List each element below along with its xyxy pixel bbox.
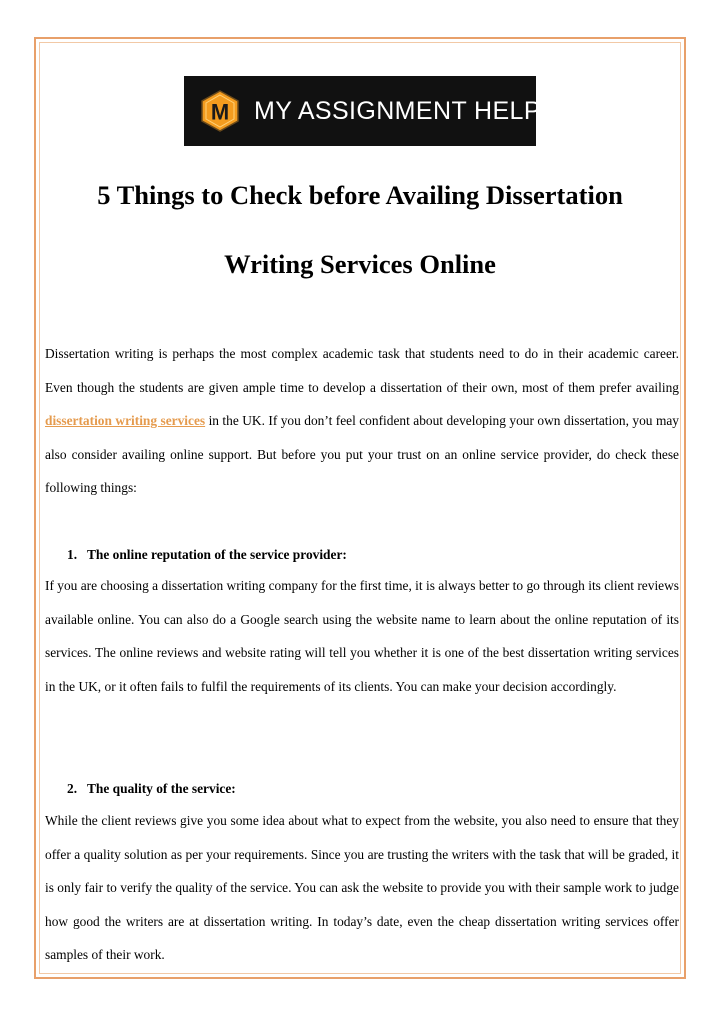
- logo-text: MY ASSIGNMENT HELP: [254, 96, 541, 125]
- intro-text-start: Dissertation writing is perhaps the most complex academic task that students need to do in their academic career. Even though the students are given ample time to develop a dissertation of their own, most of them prefer availing: [45, 346, 679, 395]
- section-2-heading-text: The quality of the service:: [87, 781, 236, 796]
- section-2-number: 2.: [67, 781, 78, 796]
- section-1-heading-text: The online reputation of the service provider:: [87, 547, 347, 562]
- section-1-body: If you are choosing a dissertation writing company for the first time, it is always better to go through its client reviews available online. You can also do a Google search using the website name to learn about the online reputation of its services. The online reviews and website rating will tell you whether it is one of the best dissertation writing services in the UK, or it often fails to fulfil the requirements of its clients. You can make your decision accordingly.: [45, 578, 679, 694]
- section-1-number: 1.: [67, 547, 78, 562]
- section-2-heading: [67, 781, 236, 797]
- document-title-line-1: 5 Things to Check before Availing Dissertation: [97, 180, 623, 210]
- hexagon-m-icon: [198, 89, 242, 133]
- section-2-body: While the client reviews give you some idea about what to expect from the website, you also need to ensure that they offer a quality solution as per your requirements. Since you are trusting the writers with the task that will be graded, it is only fair to verify the quality of the service. You can ask the website to provide you with their sample work to judge how good the writers are at dissertation writing. In today’s date, even the cheap dissertation writing services offer samples of their work.: [45, 813, 679, 962]
- logo-letter: M: [210, 99, 230, 125]
- hexagon-m-graphic: [198, 89, 242, 133]
- document-title-line-2: Writing Services Online: [224, 249, 496, 279]
- brand-logo: [184, 76, 541, 146]
- intro-paragraph: [45, 337, 679, 505]
- section-1-heading: [67, 547, 347, 563]
- intro-text-end: in the UK. If you don’t feel confident about developing your own dissertation, you may also consider availing online support. But before you put your trust on an online service provider, do check these following things:: [45, 413, 680, 495]
- dissertation-writing-services-link[interactable]: dissertation writing services: [45, 413, 206, 428]
